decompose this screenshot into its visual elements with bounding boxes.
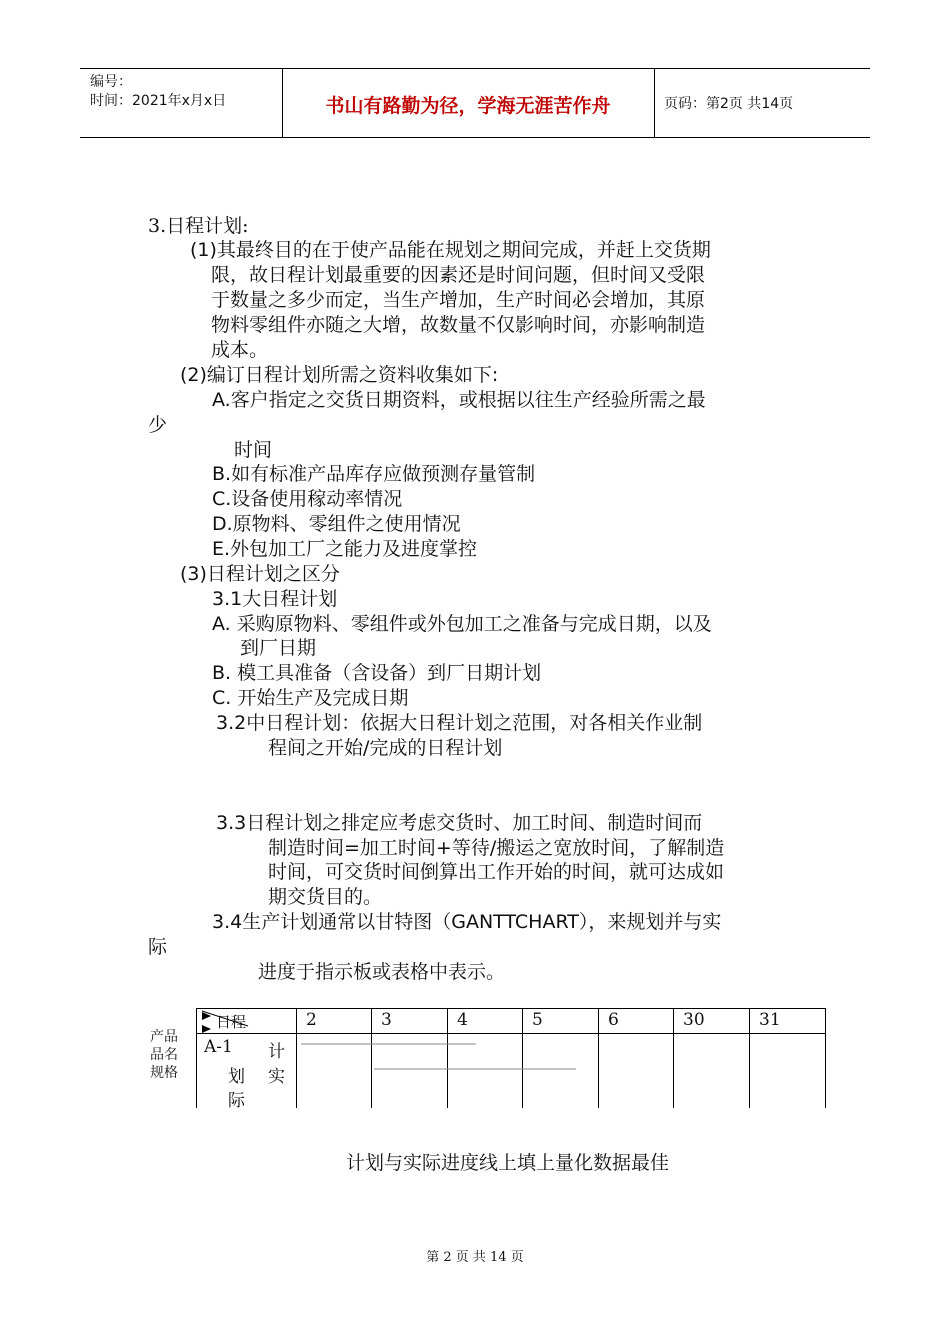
- page-header: [80, 68, 870, 138]
- gantt-corner: [216, 1011, 246, 1032]
- text-line: 少: [148, 414, 168, 436]
- header-divider: [654, 69, 655, 137]
- gantt-side-label: [150, 1028, 178, 1082]
- gantt-day-header: 3: [381, 1010, 392, 1030]
- text-line: B.如有标准产品库存应做预测存量管制: [212, 463, 536, 485]
- gantt-corner-day: 日: [216, 1013, 232, 1031]
- gantt-item-code: A-1: [204, 1037, 233, 1057]
- text-line: 于数量之多少而定，当生产增加，生产时间必会增加，其原: [211, 289, 706, 311]
- gantt-corner-schedule: 程: [231, 1013, 247, 1031]
- gantt-actual-char: 际: [228, 1091, 245, 1111]
- text-line: 期交货目的。: [268, 886, 383, 908]
- gantt-day-header: 5: [532, 1010, 543, 1030]
- gantt-caption: 计划与实际进度线上填上量化数据最佳: [346, 1152, 670, 1174]
- header-date: 时间：2021年x月x日: [90, 93, 227, 109]
- text-line: C.设备使用稼动率情况: [212, 488, 403, 510]
- section-heading: 3.日程计划:: [148, 215, 249, 237]
- text-line: D.原物料、零组件之使用情况: [212, 513, 461, 535]
- text-line: B. 模工具准备（含设备）到厂日期计划: [212, 662, 542, 684]
- gantt-day-header: 2: [306, 1010, 317, 1030]
- gantt-plan-char: 划: [228, 1067, 245, 1087]
- text-line: 制造时间=加工时间+等待/搬运之宽放时间，了解制造: [268, 837, 725, 859]
- text-line: 程间之开始/完成的日程计划: [268, 737, 503, 759]
- text-line: (3)日程计划之区分: [180, 563, 340, 585]
- text-line: 限，故日程计划最重要的因素还是时间问题，但时间又受限: [211, 264, 706, 286]
- text-line: 物料零组件亦随之大增，故数量不仅影响时间，亦影响制造: [211, 314, 706, 336]
- text-line: 时间，可交货时间倒算出工作开始的时间，就可达成如: [268, 861, 725, 883]
- header-page-info: 页码：第2页 共14页: [664, 96, 794, 112]
- text-line: A.客户指定之交货日期资料，或根据以往生产经验所需之最: [212, 389, 706, 411]
- gantt-table: [196, 1008, 826, 1111]
- text-line: C. 开始生产及完成日期: [212, 687, 409, 709]
- text-line: 3.2中日程计划：依据大日程计划之范围，对各相关作业制: [216, 712, 703, 734]
- text-line: A. 采购原物料、零组件或外包加工之准备与完成日期，以及: [212, 613, 712, 635]
- text-line: 3.1大日程计划: [212, 588, 338, 610]
- text-line: 3.4生产计划通常以甘特图（GANTTCHART），来规划并与实: [212, 911, 722, 933]
- gantt-plan-char: 计: [268, 1042, 285, 1062]
- text-line: 成本。: [211, 339, 269, 361]
- text-line: 际: [148, 936, 168, 958]
- gantt-day-header: 6: [608, 1010, 619, 1030]
- text-line: E.外包加工厂之能力及进度掌控: [212, 538, 478, 560]
- text-line: 进度于指示板或表格中表示。: [258, 961, 506, 983]
- text-line: 3.3日程计划之排定应考虑交货时、加工时间、制造时间而: [216, 812, 703, 834]
- text-line: 到厂日期: [240, 637, 317, 659]
- header-meta: [90, 73, 226, 111]
- gantt-side-label-line: 规格: [150, 1065, 178, 1081]
- gantt-grid: [196, 1008, 826, 1108]
- page-footer: 第 2 页 共 14 页: [426, 1250, 524, 1265]
- header-motto: 书山有路勤为径，学海无涯苦作舟: [325, 95, 611, 117]
- text-line: (1)其最终目的在于使产品能在规划之期间完成，并赶上交货期: [190, 239, 711, 261]
- gantt-actual-char: 实: [268, 1067, 285, 1087]
- gantt-day-header: 4: [457, 1010, 468, 1030]
- header-number: 编号：: [90, 74, 132, 90]
- text-line: (2)编订日程计划所需之资料收集如下:: [180, 364, 499, 386]
- gantt-side-label-line: 品名: [150, 1047, 178, 1063]
- gantt-side-label-line: 产品: [150, 1029, 178, 1045]
- text-line: 时间: [234, 439, 273, 461]
- gantt-day-header: 31: [759, 1010, 781, 1030]
- gantt-day-header: 30: [683, 1010, 705, 1030]
